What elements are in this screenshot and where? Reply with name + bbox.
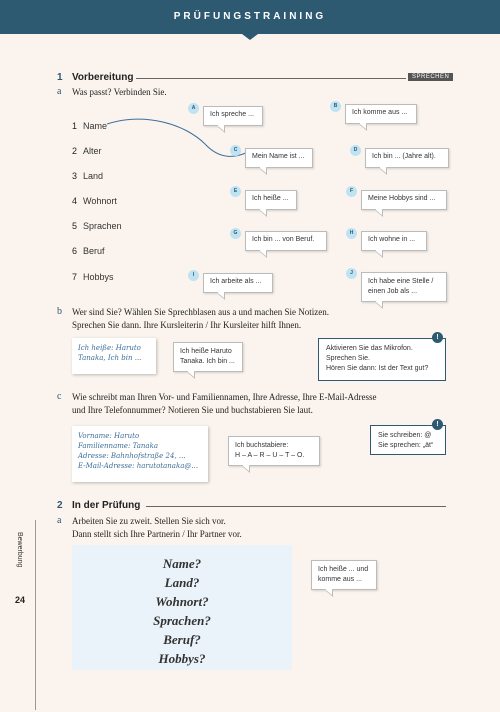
- speech-bubble: Ich heiße Haruto Tanaka. Ich bin ...: [173, 342, 243, 372]
- task-1c-instruction-2: und Ihre Telefonnummer? Notieren Sie und buchstabieren Sie laut.: [72, 405, 313, 415]
- question-line: Hobbys?: [158, 651, 206, 666]
- label-dot: E: [230, 186, 241, 197]
- section-1-number: 1: [57, 72, 63, 83]
- task-2a-letter: a: [57, 515, 62, 526]
- note-line: E-Mail-Adresse: harutotanaka@...: [78, 462, 199, 470]
- speech-bubble: Ich spreche ...: [203, 106, 263, 126]
- note-line: Familienname: Tanaka: [78, 442, 159, 450]
- list-item-word: Name: [83, 121, 108, 131]
- header-bar: [0, 0, 500, 34]
- list-item-word: Land: [83, 171, 104, 181]
- label-dot: I: [188, 270, 199, 281]
- speech-bubble: Mein Name ist ...: [245, 148, 313, 168]
- exclamation-icon: !: [432, 332, 443, 343]
- speech-bubble: Meine Hobbys sind ...: [361, 190, 447, 210]
- question-line: Wohnort?: [155, 594, 209, 609]
- label-dot: H: [346, 228, 357, 239]
- speech-bubble: Ich heiße ...: [245, 190, 297, 210]
- section-2-title: In der Prüfung: [72, 500, 141, 511]
- question-line: Sprachen?: [153, 613, 211, 628]
- note-line: Ich heiße: Haruto: [78, 344, 141, 352]
- note-line: Vorname: Haruto: [78, 432, 140, 440]
- task-1b-letter: b: [57, 306, 62, 317]
- handwritten-note: [72, 426, 208, 482]
- speech-bubble: Ich wohne in ...: [361, 231, 427, 251]
- speech-bubble: Ich bin ... von Beruf.: [245, 231, 327, 251]
- question-line: Name?: [162, 556, 202, 571]
- tip-line: Sie schreiben: @: [378, 432, 432, 439]
- speech-bubble: Ich heiße ... und komme aus ...: [311, 560, 377, 590]
- list-item-number: 1: [72, 121, 78, 131]
- section-2-rule: [146, 506, 446, 507]
- note-line: Tanaka, Ich bin ...: [78, 354, 142, 362]
- label-dot: C: [230, 145, 241, 156]
- list-item-number: 6: [72, 246, 78, 256]
- task-1a-letter: a: [57, 86, 62, 97]
- list-item-number: 3: [72, 171, 78, 181]
- task-1b-instruction-2: Sprechen Sie dann. Ihre Kursleiterin / Ihr Kursleiter hilft Ihnen.: [72, 320, 302, 330]
- task-2a-instruction-2: Dann stellt sich Ihre Partnerin / Ihr Partner vor.: [72, 529, 242, 539]
- label-dot: B: [330, 101, 341, 112]
- list-item-word: Hobbys: [83, 272, 114, 282]
- list-item-number: 7: [72, 272, 78, 282]
- bubble-line: Ich buchstabiere:: [235, 442, 289, 449]
- label-dot: J: [346, 268, 357, 279]
- bubble-line: H – A – R – U – T – O.: [235, 452, 305, 459]
- speech-bubble: [228, 436, 320, 466]
- tip-line: Sprechen Sie.: [326, 355, 370, 362]
- page-number: 24: [15, 595, 26, 605]
- section-1-rule: [136, 78, 406, 79]
- task-1c-letter: c: [57, 391, 62, 402]
- side-label: Bewerbung: [16, 532, 23, 568]
- section-2-number: 2: [57, 500, 63, 511]
- speech-bubble: Ich bin ... (Jahre alt).: [365, 148, 449, 168]
- speech-bubble: Ich habe eine Stelle / einen Job als ...: [361, 272, 447, 302]
- label-dot: A: [188, 103, 199, 114]
- section-1-badge: SPRECHEN: [408, 73, 453, 81]
- tip-box: [318, 338, 446, 381]
- speech-bubble: Ich komme aus ...: [345, 104, 417, 124]
- list-item-word: Beruf: [83, 246, 105, 256]
- task-2a-instruction-1: Arbeiten Sie zu zweit. Stellen Sie sich vor.: [72, 516, 226, 526]
- label-dot: G: [230, 228, 241, 239]
- note-line: Adresse: Bahnhofstraße 24, ...: [78, 452, 186, 460]
- header-notch: [242, 34, 258, 40]
- list-item-word: Alter: [83, 146, 102, 156]
- question-line: Land?: [164, 575, 200, 590]
- task-1b-instruction-1: Wer sind Sie? Wählen Sie Sprechblasen aus a und machen Sie Notizen.: [72, 307, 330, 317]
- side-divider: [35, 520, 36, 710]
- label-dot: D: [350, 145, 361, 156]
- list-item-word: Sprachen: [83, 221, 122, 231]
- tip-line: Sie sprechen: „ät“: [378, 442, 434, 449]
- speech-bubble: Ich arbeite als ...: [203, 273, 273, 293]
- tip-line: Aktivieren Sie das Mikrofon.: [326, 345, 413, 352]
- list-item-number: 5: [72, 221, 78, 231]
- question-card: [72, 545, 292, 670]
- tip-line: Hören Sie dann: Ist der Text gut?: [326, 365, 429, 372]
- question-line: Beruf?: [163, 632, 201, 647]
- handwritten-note: [72, 338, 156, 374]
- exclamation-icon: !: [432, 419, 443, 430]
- section-1-title: Vorbereitung: [72, 72, 134, 83]
- task-1a-instruction: Was passt? Verbinden Sie.: [72, 87, 167, 97]
- task-1c-instruction-1: Wie schreibt man Ihren Vor- und Familiennamen, Ihre Adresse, Ihre E-Mail-Adresse: [72, 392, 377, 402]
- list-item-word: Wohnort: [83, 196, 117, 206]
- label-dot: F: [346, 186, 357, 197]
- list-item-number: 2: [72, 146, 78, 156]
- list-item-number: 4: [72, 196, 78, 206]
- header-title: PRÜFUNGSTRAINING: [173, 11, 327, 22]
